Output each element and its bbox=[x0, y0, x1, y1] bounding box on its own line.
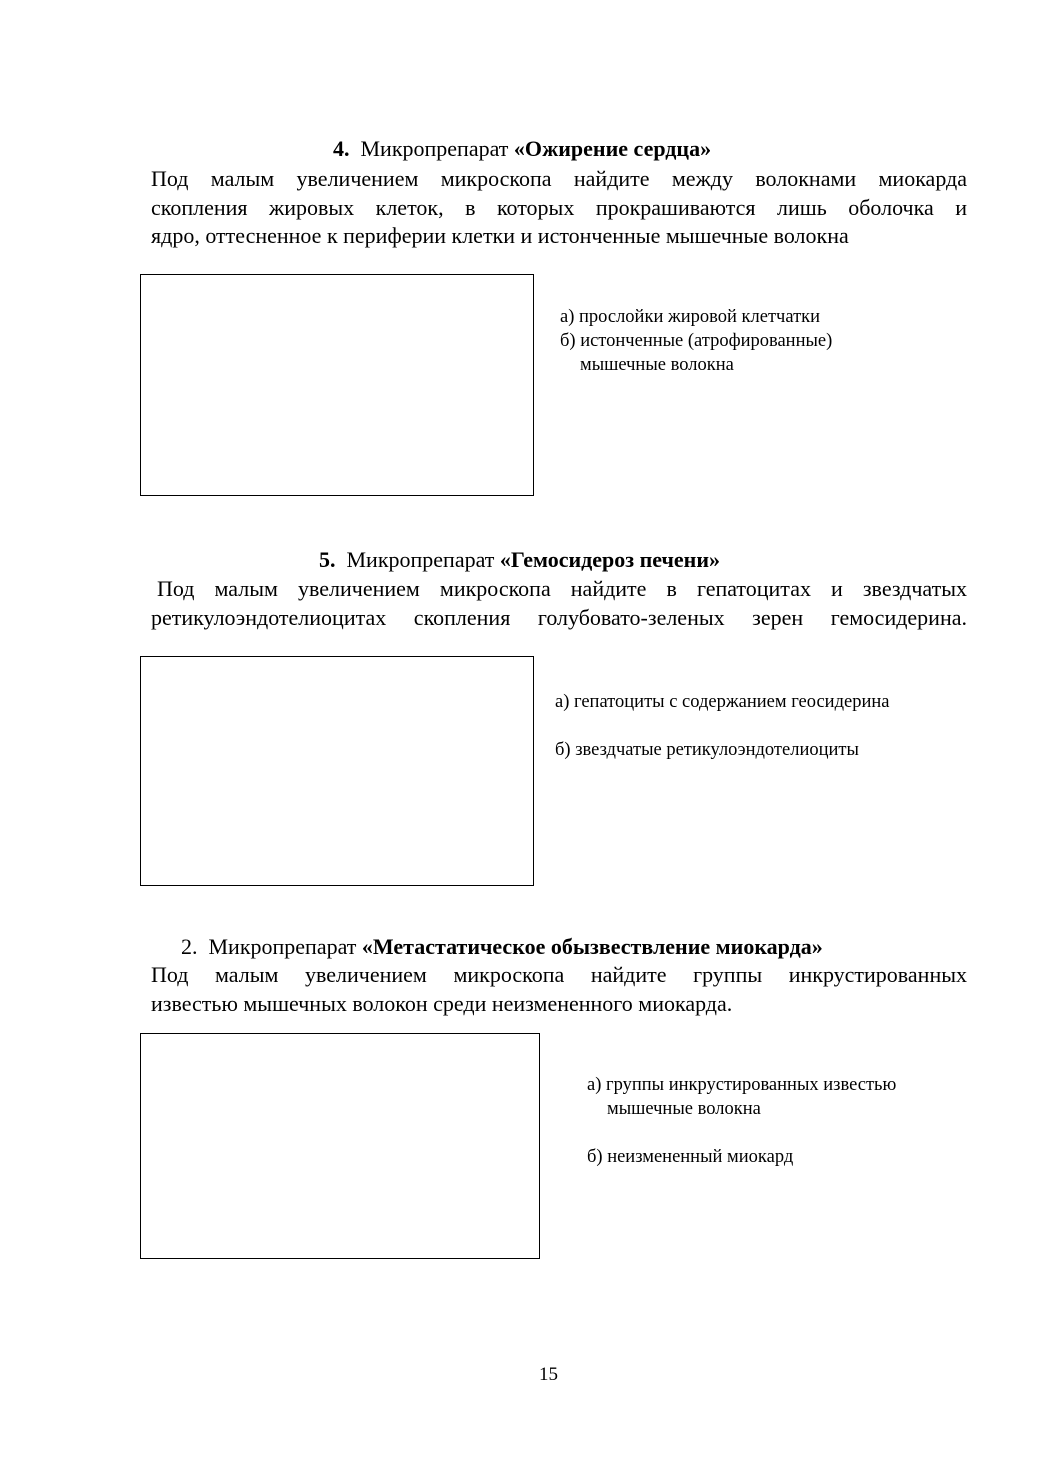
label-item: б) неизмененный миокард bbox=[587, 1147, 794, 1167]
section-number: 5. bbox=[319, 547, 336, 572]
label-item: б) звездчатые ретикулоэндотелиоциты bbox=[555, 740, 859, 760]
drawing-frame bbox=[140, 274, 534, 496]
description-line: ретикулоэндотелиоцитах скопления голубовато-зеленых зерен гемосидерина. bbox=[151, 604, 967, 630]
section-number: 4. bbox=[333, 136, 350, 161]
description-line: ядро, оттесненное к периферии клетки и истонченные мышечные волокна bbox=[151, 223, 849, 248]
description-line: Под малым увеличением микроскопа найдите между волокнами миокарда bbox=[151, 166, 967, 191]
section-5-heading bbox=[319, 546, 720, 574]
section-4-labels bbox=[560, 305, 832, 377]
section-prefix: Микропрепарат bbox=[360, 136, 509, 161]
section-title: «Ожирение сердца» bbox=[513, 136, 712, 161]
section-5-labels bbox=[555, 690, 889, 762]
description-line: скопления жировых клеток, в которых прокрашиваются лишь оболочка и bbox=[151, 194, 967, 220]
section-2-heading bbox=[181, 933, 823, 961]
section-5-description bbox=[151, 575, 967, 632]
label-item: а) прослойки жировой клетчатки bbox=[560, 307, 821, 327]
label-item: а) гепатоциты с содержанием геосидерина bbox=[555, 692, 890, 712]
section-number: 2. bbox=[181, 934, 198, 959]
section-prefix: Микропрепарат bbox=[208, 934, 357, 959]
section-title: «Гемосидероз печени» bbox=[499, 547, 721, 572]
label-item: а) группы инкрустированных известью bbox=[587, 1075, 897, 1095]
description-line: Под малым увеличением микроскопа найдите группы инкрустированных bbox=[151, 962, 967, 987]
description-line: известью мышечных волокон среди неизмененного миокарда. bbox=[151, 990, 733, 1016]
label-item: б) истонченные (атрофированные) bbox=[560, 331, 833, 351]
description-line: Под малым увеличением микроскопа найдите в гепатоцитах и звездчатых bbox=[157, 576, 967, 601]
section-prefix: Микропрепарат bbox=[346, 547, 495, 572]
section-4-description bbox=[151, 165, 967, 251]
section-2-labels bbox=[587, 1073, 896, 1169]
label-item: мышечные волокна bbox=[580, 355, 734, 375]
page-number: 15 bbox=[539, 1364, 558, 1385]
drawing-frame bbox=[140, 656, 534, 886]
label-item: мышечные волокна bbox=[607, 1099, 761, 1119]
section-title: «Метастатическое обызвествление миокарда» bbox=[361, 934, 823, 959]
section-2-description bbox=[151, 961, 967, 1018]
drawing-frame bbox=[140, 1033, 540, 1259]
section-4-heading bbox=[333, 135, 711, 163]
